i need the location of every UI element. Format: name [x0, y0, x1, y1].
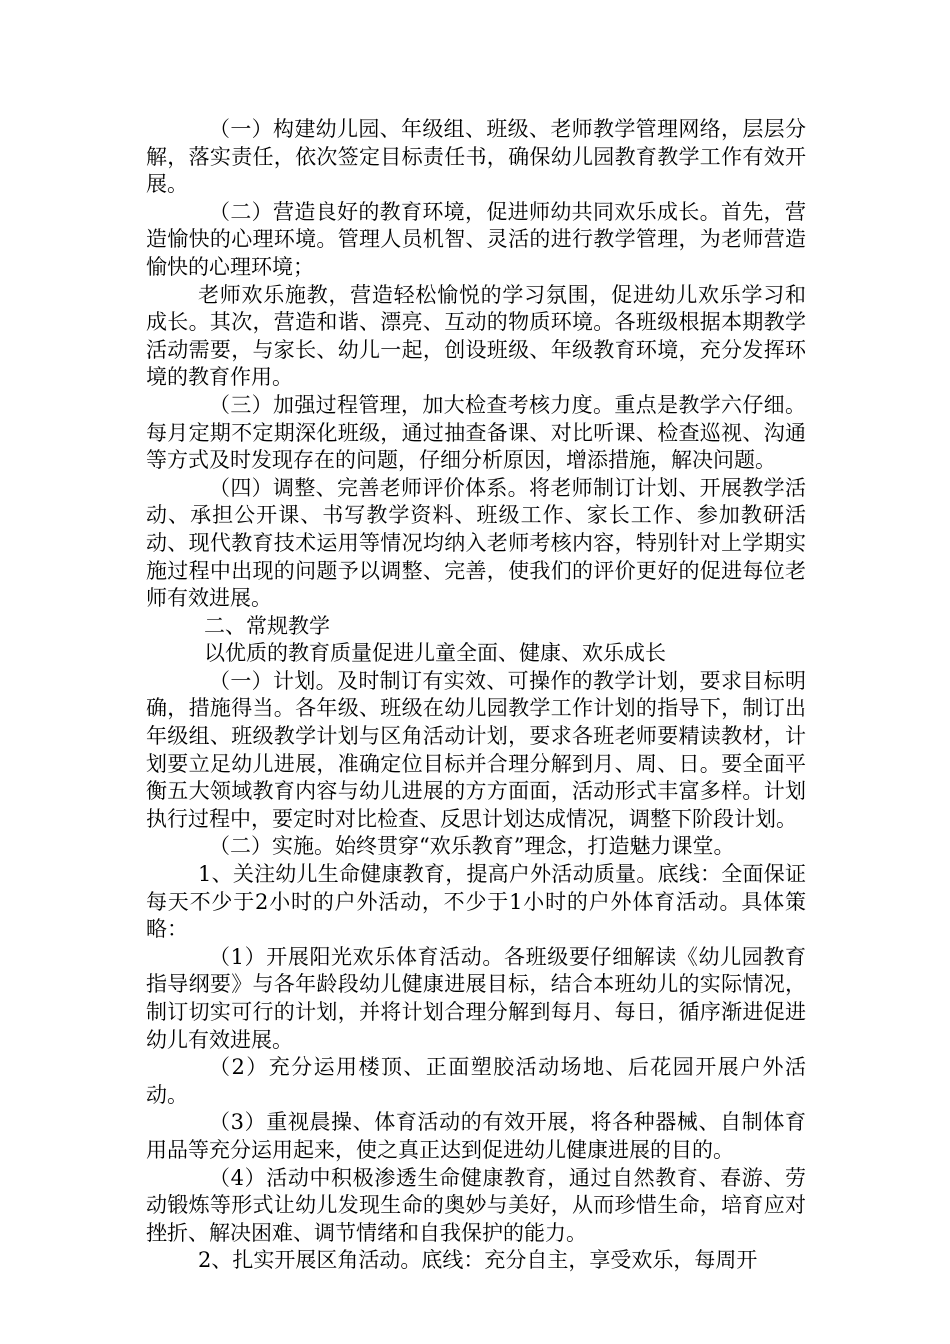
document-page	[146, 116, 806, 1275]
paragraph-1: （一）构建幼儿园、年级组、班级、老师教学管理网络，层层分解，落实责任，依次签定目标责任书，确保幼儿园教育教学工作有效开展。	[146, 117, 806, 197]
paragraph-3: 老师欢乐施教，营造轻松愉悦的学习氛围，促进幼儿欢乐学习和成长。其次，营造和谐、漂亮、互动的物质环境。各班级根据本期教学活动需要，与家长、幼儿一起，创设班级、年级教育环境，充分发挥环境的教育作用。	[146, 282, 806, 390]
section-heading: 二、常规教学	[204, 613, 330, 638]
paragraph-2: （二）营造良好的教育环境，促进师幼共同欢乐成长。首先，营造愉快的心理环境。管理人员机智、灵活的进行教学管理，为老师营造愉快的心理环境；	[146, 199, 806, 279]
paragraph-item-1: 1、关注幼儿生命健康教育，提高户外活动质量。底线：全面保证每天不少于2小时的户外活动，不少于1小时的户外体育活动。具体策略：	[146, 862, 806, 942]
paragraph-plan: （一）计划。及时制订有实效、可操作的教学计划，要求目标明确，措施得当。各年级、班级在幼儿园教学工作计划的指导下，制订出年级组、班级教学计划与区角活动计划，要求各班老师要精读教材，计划要立足幼儿进展，准确定位目标并合理分解到月、周、日。要全面平衡五大领域教育内容与幼儿进展的方方面面，活动形式丰富多样。计划执行过程中，要定时对比检查、反思计划达成情况，调整下阶段计划。	[146, 668, 806, 831]
paragraph-4: （三）加强过程管理，加大检查考核力度。重点是教学六仔细。每月定期不定期深化班级，通过抽查备课、对比听课、检查巡视、沟通等方式及时发现存在的问题，仔细分析原因，增添措施，解决问题。	[146, 392, 806, 473]
paragraph-sub-3: （3）重视晨操、体育活动的有效开展，将各种器械、自制体育用品等充分运用起来，使之真正达到促进幼儿健康进展的目的。	[146, 1110, 806, 1162]
paragraph-sub-4: （4）活动中积极渗透生命健康教育，通过自然教育、春游、劳动锻炼等形式让幼儿发现生命的奥妙与美好，从而珍惜生命，培育应对挫折、解决困难、调节情绪和自我保护的能力。	[146, 1165, 806, 1245]
paragraph-implementation: （二）实施。始终贯穿“欢乐教育”理念，打造魅力课堂。	[209, 834, 735, 859]
section-subtitle: 以优质的教育质量促进儿童全面、健康、欢乐成长	[204, 641, 666, 666]
paragraph-5: （四）调整、完善老师评价体系。将老师制订计划、开展教学活动、承担公开课、书写教学资料、班级工作、家长工作、参加教研活动、现代教育技术运用等情况均纳入老师考核内容，特别针对上学期实施过程中出现的问题予以调整、完善，使我们的评价更好的促进每位老师有效进展。	[146, 475, 806, 611]
paragraph-sub-1: （1）开展阳光欢乐体育活动。各班级要仔细解读《幼儿园教育指导纲要》与各年龄段幼儿健康进展目标，结合本班幼儿的实际情况，制订切实可行的计划，并将计划合理分解到每月、每日，循序渐进促进幼儿有效进展。	[146, 944, 806, 1052]
paragraph-item-2: 2、扎实开展区角活动。底线：充分自主，享受欢乐，每周开	[198, 1248, 758, 1273]
paragraph-sub-2: （2）充分运用楼顶、正面塑胶活动场地、后花园开展户外活动。	[146, 1055, 806, 1107]
